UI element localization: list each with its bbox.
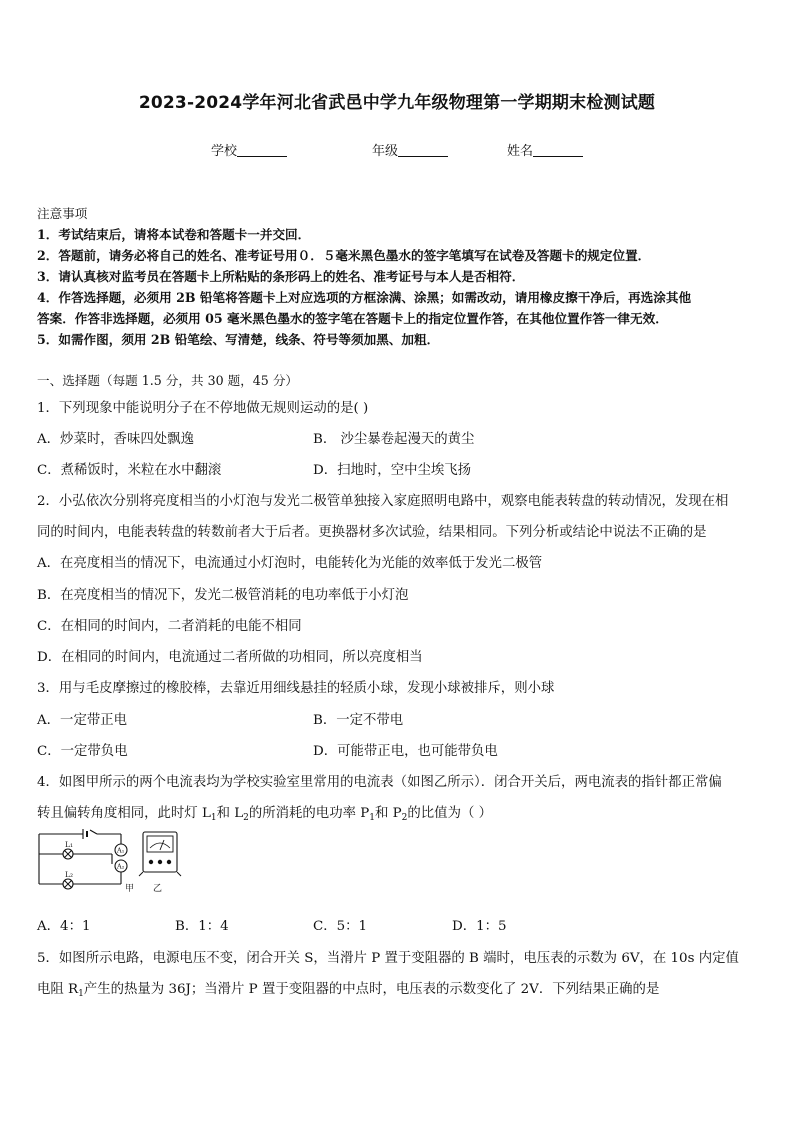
grade-field [372, 140, 448, 159]
notice-item: 5．如需作图，须用 2B 铅笔绘、写清楚，线条、符号等须加黑、加粗． [37, 332, 440, 347]
school-blank [237, 143, 287, 157]
question-2-stem-line2: 同的时间内，电能表转盘的转数前者大于后者。更换器材多次试验，结果相同。下列分析或结论中说法不正确的是 [37, 525, 707, 540]
q1-option-d: D．扫地时，空中尘埃飞扬 [313, 463, 472, 478]
name-label: 姓名 [507, 144, 534, 159]
grade-blank [398, 143, 448, 157]
q2-option-c: C．在相同的时间内，二者消耗的电能不相同 [37, 619, 302, 634]
question-1-stem: 1．下列现象中能说明分子在不停地做无规则运动的是( ) [37, 401, 369, 416]
label-a1: A₁ [117, 846, 125, 855]
q3-option-c: C．一定带负电 [37, 744, 128, 759]
q3-option-b: B．一定不带电 [313, 713, 404, 728]
q4-option-d: D．1：5 [452, 919, 507, 934]
school-field [211, 140, 287, 159]
q5-text: 产生的热量为 36J；当滑片 P 置于变阻器的中点时，电压表的示数变化了 2V．下列结果正确的是 [83, 982, 660, 997]
q5-sub: 1 [78, 989, 84, 999]
lamp-l1-icon [63, 849, 73, 859]
label-jia: 甲 [125, 884, 135, 894]
q4-text: 的比值为（ ） [407, 806, 493, 821]
grade-label: 年级 [372, 144, 399, 159]
q4-text: 和 L [216, 806, 244, 821]
q4-option-c: C．5：1 [313, 919, 368, 934]
question-2-stem-line1: 2．小弘依次分别将亮度相当的小灯泡与发光二极管单独接入家庭照明电路中，观察电能表转盘的转动情况，发现在相 [37, 494, 729, 509]
q4-sub: 2 [401, 813, 408, 823]
notice-item: 答案．作答非选择题，必须用 05 毫米黑色墨水的签字笔在答题卡上的指定位置作答，在其他位置作答一律无效． [37, 311, 668, 326]
ammeter-device-icon [139, 832, 181, 876]
q4-text: 转且偏转角度相同，此时灯 L [37, 806, 211, 821]
q5-text: 电阻 R [37, 982, 79, 997]
q4-circuit-figure [35, 828, 185, 898]
q4-text: 和 P [375, 806, 402, 821]
q3-option-a: A．一定带正电 [37, 713, 128, 728]
q2-option-d: D．在相同的时间内，电流通过二者所做的功相同，所以亮度相当 [37, 650, 423, 665]
q1-option-b: B． 沙尘暴卷起漫天的黄尘 [313, 432, 475, 447]
q4-option-b: B．1：4 [175, 919, 229, 934]
label-l1: L₁ [65, 840, 73, 849]
page-title: 2023-2024学年河北省武邑中学九年级物理第一学期期末检测试题 [138, 93, 656, 113]
question-4-stem-line2 [37, 802, 492, 823]
label-l2: L₂ [65, 870, 73, 879]
q4-sub: 2 [243, 813, 249, 823]
q4-sub: 1 [369, 813, 375, 823]
name-blank [533, 143, 583, 157]
question-4-stem-line1: 4．如图甲所示的两个电流表均为学校实验室里常用的电流表（如图乙所示）．闭合开关后，两电流表的指针都正常偏 [37, 775, 722, 790]
q4-text: 的所消耗的电功率 P [248, 806, 370, 821]
question-5-stem-line2 [37, 978, 659, 999]
notice-item: 2．答题前，请务必将自己的姓名、准考证号用０．５毫米黑色墨水的签字笔填写在试卷及答题卡的规定位置． [37, 248, 651, 263]
q2-option-a: A．在亮度相当的情况下，电流通过小灯泡时，电能转化为光能的效率低于发光二极管 [37, 556, 543, 571]
q1-option-c: C．煮稀饭时，米粒在水中翻滚 [37, 463, 222, 478]
q2-option-b: B．在亮度相当的情况下，发光二极管消耗的电功率低于小灯泡 [37, 588, 409, 603]
label-yi: 乙 [153, 884, 163, 894]
q4-option-a: A．4：1 [37, 919, 91, 934]
notice-item: 3．请认真核对监考员在答题卡上所粘贴的条形码上的姓名、准考证号与本人是否相符． [37, 269, 525, 284]
label-a2: A₂ [117, 862, 125, 871]
notice-heading: 注意事项 [37, 206, 88, 221]
section-heading: 一、选择题（每题 1.5 分，共 30 题，45 分） [37, 373, 299, 388]
name-field [507, 140, 583, 159]
notice-item: 1．考试结束后，请将本试卷和答题卡一并交回． [37, 227, 311, 242]
question-5-stem-line1: 5．如图所示电路，电源电压不变，闭合开关 S，当滑片 P 置于变阻器的 B 端时，电压表的示数为 6V，在 10s 内定值 [37, 951, 739, 966]
question-3-stem: 3．用与毛皮摩擦过的橡胶棒，去靠近用细线悬挂的轻质小球，发现小球被排斥，则小球 [37, 681, 555, 696]
q4-sub: 1 [210, 813, 217, 823]
school-label: 学校 [211, 144, 238, 159]
q3-option-d: D．可能带正电，也可能带负电 [313, 744, 498, 759]
notice-item: 4．作答选择题，必须用 2B 铅笔将答题卡上对应选项的方框涂满、涂黑；如需改动，请用橡皮擦干净后，再选涂其他 [37, 290, 692, 305]
q1-option-a: A．炒菜时，香味四处飘逸 [37, 432, 194, 447]
lamp-l2-icon [63, 879, 73, 889]
